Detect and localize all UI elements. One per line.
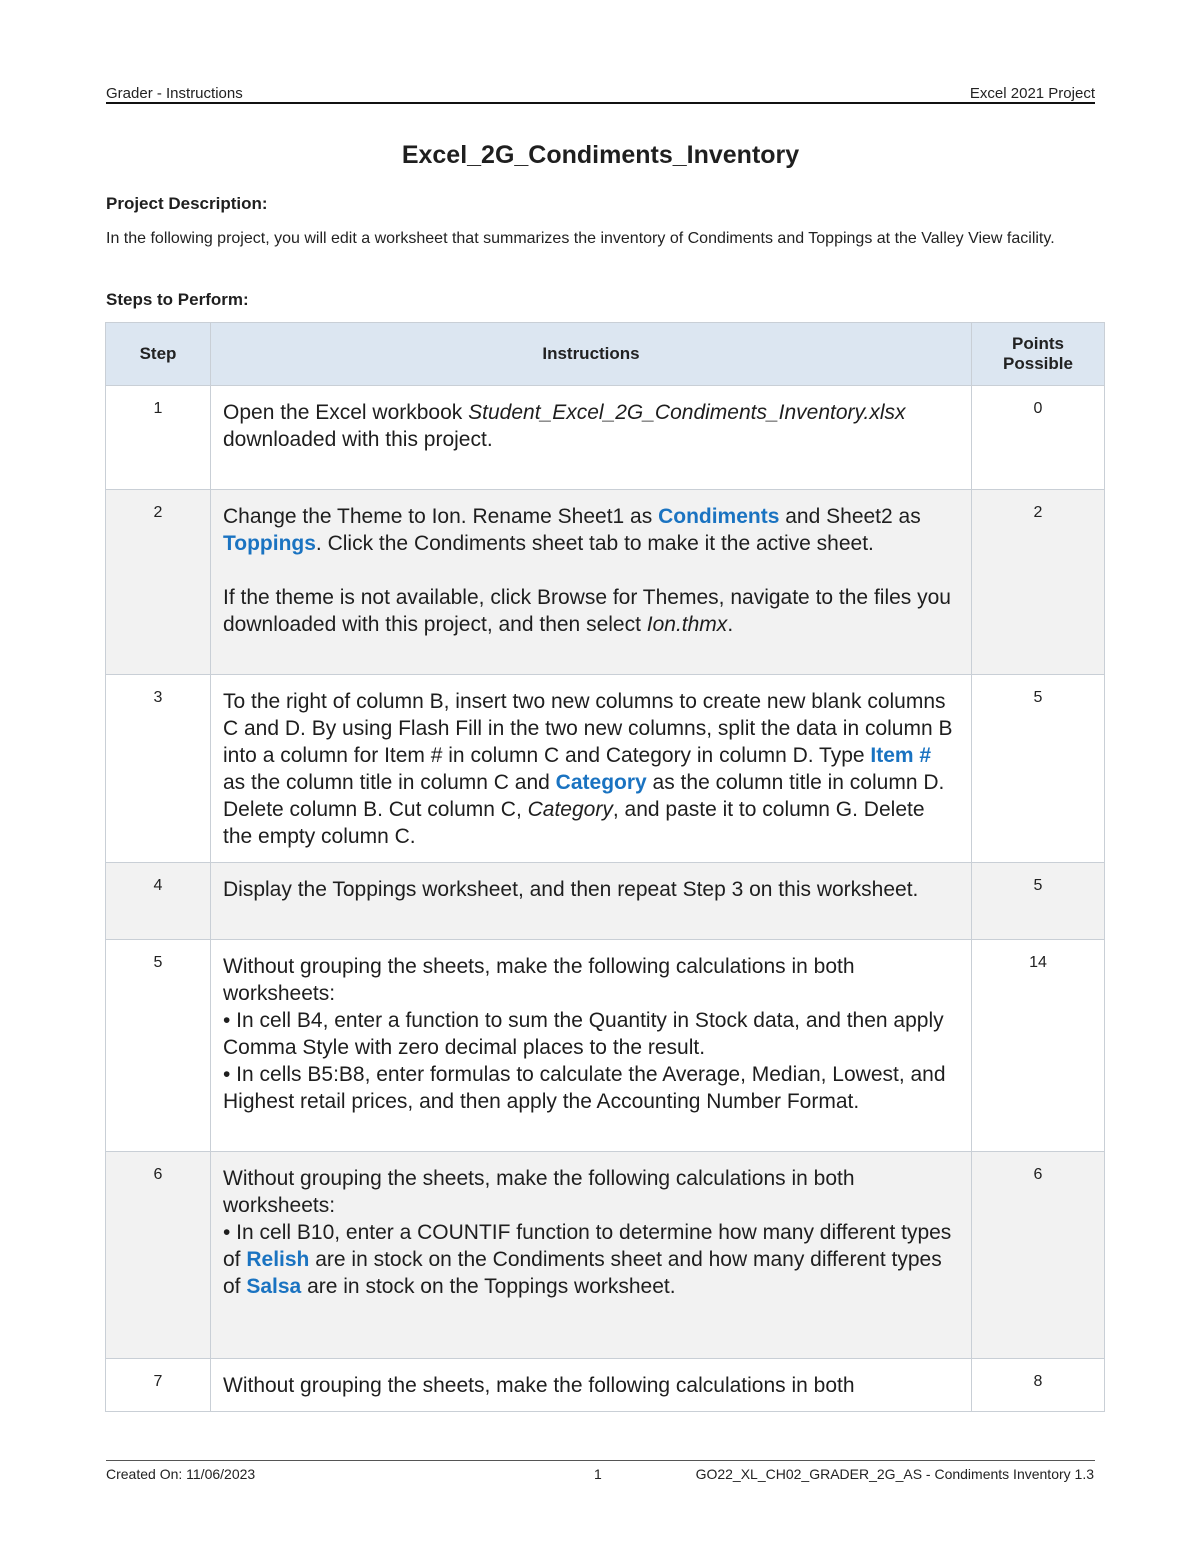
step-instructions [211,386,972,490]
footer-created-date: Created On: 11/06/2023 [106,1466,256,1482]
table-row [106,675,1105,863]
instruction-text: and Sheet2 as [779,505,921,528]
points-possible: 6 [972,1152,1105,1359]
instruction-text: Change the Theme to Ion. Rename Sheet1 as [223,505,659,528]
bullet-item: • In cells B5:B8, enter formulas to calculate the Average, Median, Lowest, and Highest retail prices, and then apply the Accounting Number Format. [223,1063,946,1113]
step-instructions [211,1152,972,1359]
instruction-text: To the right of column B, insert two new columns to create new blank columns C and D. By using Flash Fill in the two new columns, split the data in column B into a column for Item # in column C and Category in column D. Type [223,690,953,767]
instruction-text: Without grouping the sheets, make the following calculations in both worksheets: [223,955,855,1005]
step-number: 1 [106,386,211,490]
points-possible: 2 [972,490,1105,675]
instruction-text: as the column title in column C and [223,771,556,794]
instruction-text: , and paste it to column G. Delete the empty column C. [223,798,925,848]
italic-text: Category [527,798,613,821]
table-row [106,1359,1105,1412]
column-header-instructions: Instructions [211,323,972,386]
step-number: 5 [106,940,211,1152]
points-possible: 0 [972,386,1105,490]
table-row [106,490,1105,675]
step-instructions [211,940,972,1152]
header-left-text: Grader - Instructions [106,85,243,102]
instruction-filename: Student_Excel_2G_Condiments_Inventory.xlsx [468,401,906,424]
column-header-points [972,323,1105,386]
instruction-text: downloaded with this project. [223,428,493,451]
instruction-filename: Ion.thmx [646,613,728,636]
steps-table [105,322,1105,1412]
step-number: 3 [106,675,211,863]
instruction-text: Open the Excel workbook [223,401,469,424]
table-row [106,863,1105,940]
instruction-text: are in stock on the Toppings worksheet. [301,1275,676,1298]
highlight-text: Category [555,771,647,794]
points-possible: 8 [972,1359,1105,1412]
bullet-item: • In cell B4, enter a function to sum the Quantity in Stock data, and then apply Comma Style with zero decimal places to the result. [223,1009,944,1059]
footer-document-id: GO22_XL_CH02_GRADER_2G_AS - Condiments Inventory 1.3 [695,1466,1094,1482]
step-instructions [211,675,972,863]
instruction-text: . [727,613,734,636]
points-header-line2: Possible [1003,354,1073,373]
table-row [106,386,1105,490]
step-number: 4 [106,863,211,940]
highlight-text: Salsa [246,1275,302,1298]
highlight-text: Toppings [223,532,316,555]
instruction-text: Without grouping the sheets, make the following calculations in both worksheets: [223,1167,855,1217]
step-instructions: Without grouping the sheets, make the following calculations in both [211,1359,972,1412]
points-header-line1: Points [1012,334,1064,353]
points-possible: 5 [972,675,1105,863]
instruction-text: If the theme is not available, click Browse for Themes, navigate to the files you downloaded with this project, and then select [223,586,951,636]
instruction-text: as the column title in column D. Delete column B. Cut column C, [223,771,945,821]
table-row [106,940,1105,1152]
step-instructions: Display the Toppings worksheet, and then repeat Step 3 on this worksheet. [211,863,972,940]
points-possible: 5 [972,863,1105,940]
footer-divider [106,1460,1095,1461]
instruction-text: • In cell B10, enter a COUNTIF function to determine how many different types of [223,1221,952,1271]
instruction-text: are in stock on the Condiments sheet and how many different types of [223,1248,942,1298]
step-instructions [211,490,972,675]
header-right-text: Excel 2021 Project [969,85,1095,102]
column-header-step: Step [106,323,211,386]
bullet-item [223,1219,959,1300]
step-number: 6 [106,1152,211,1359]
project-description-text: In the following project, you will edit a worksheet that summarizes the inventory of Condiments and Toppings at the Valley View facility. [106,230,1055,247]
points-possible: 14 [972,940,1105,1152]
page-header [106,82,1095,102]
project-description-label: Project Description: [106,194,268,213]
highlight-text: Relish [246,1248,310,1271]
table-header-row [106,323,1105,386]
step-number: 7 [106,1359,211,1412]
header-divider [106,102,1095,104]
footer-page-number: 1 [594,1466,602,1482]
step-number: 2 [106,490,211,675]
steps-label: Steps to Perform: [106,290,249,309]
highlight-text: Item # [870,744,932,767]
document-title: Excel_2G_Condiments_Inventory [401,141,800,169]
instruction-text: . Click the Condiments sheet tab to make it the active sheet. [315,532,874,555]
highlight-text: Condiments [658,505,780,528]
table-row [106,1152,1105,1359]
